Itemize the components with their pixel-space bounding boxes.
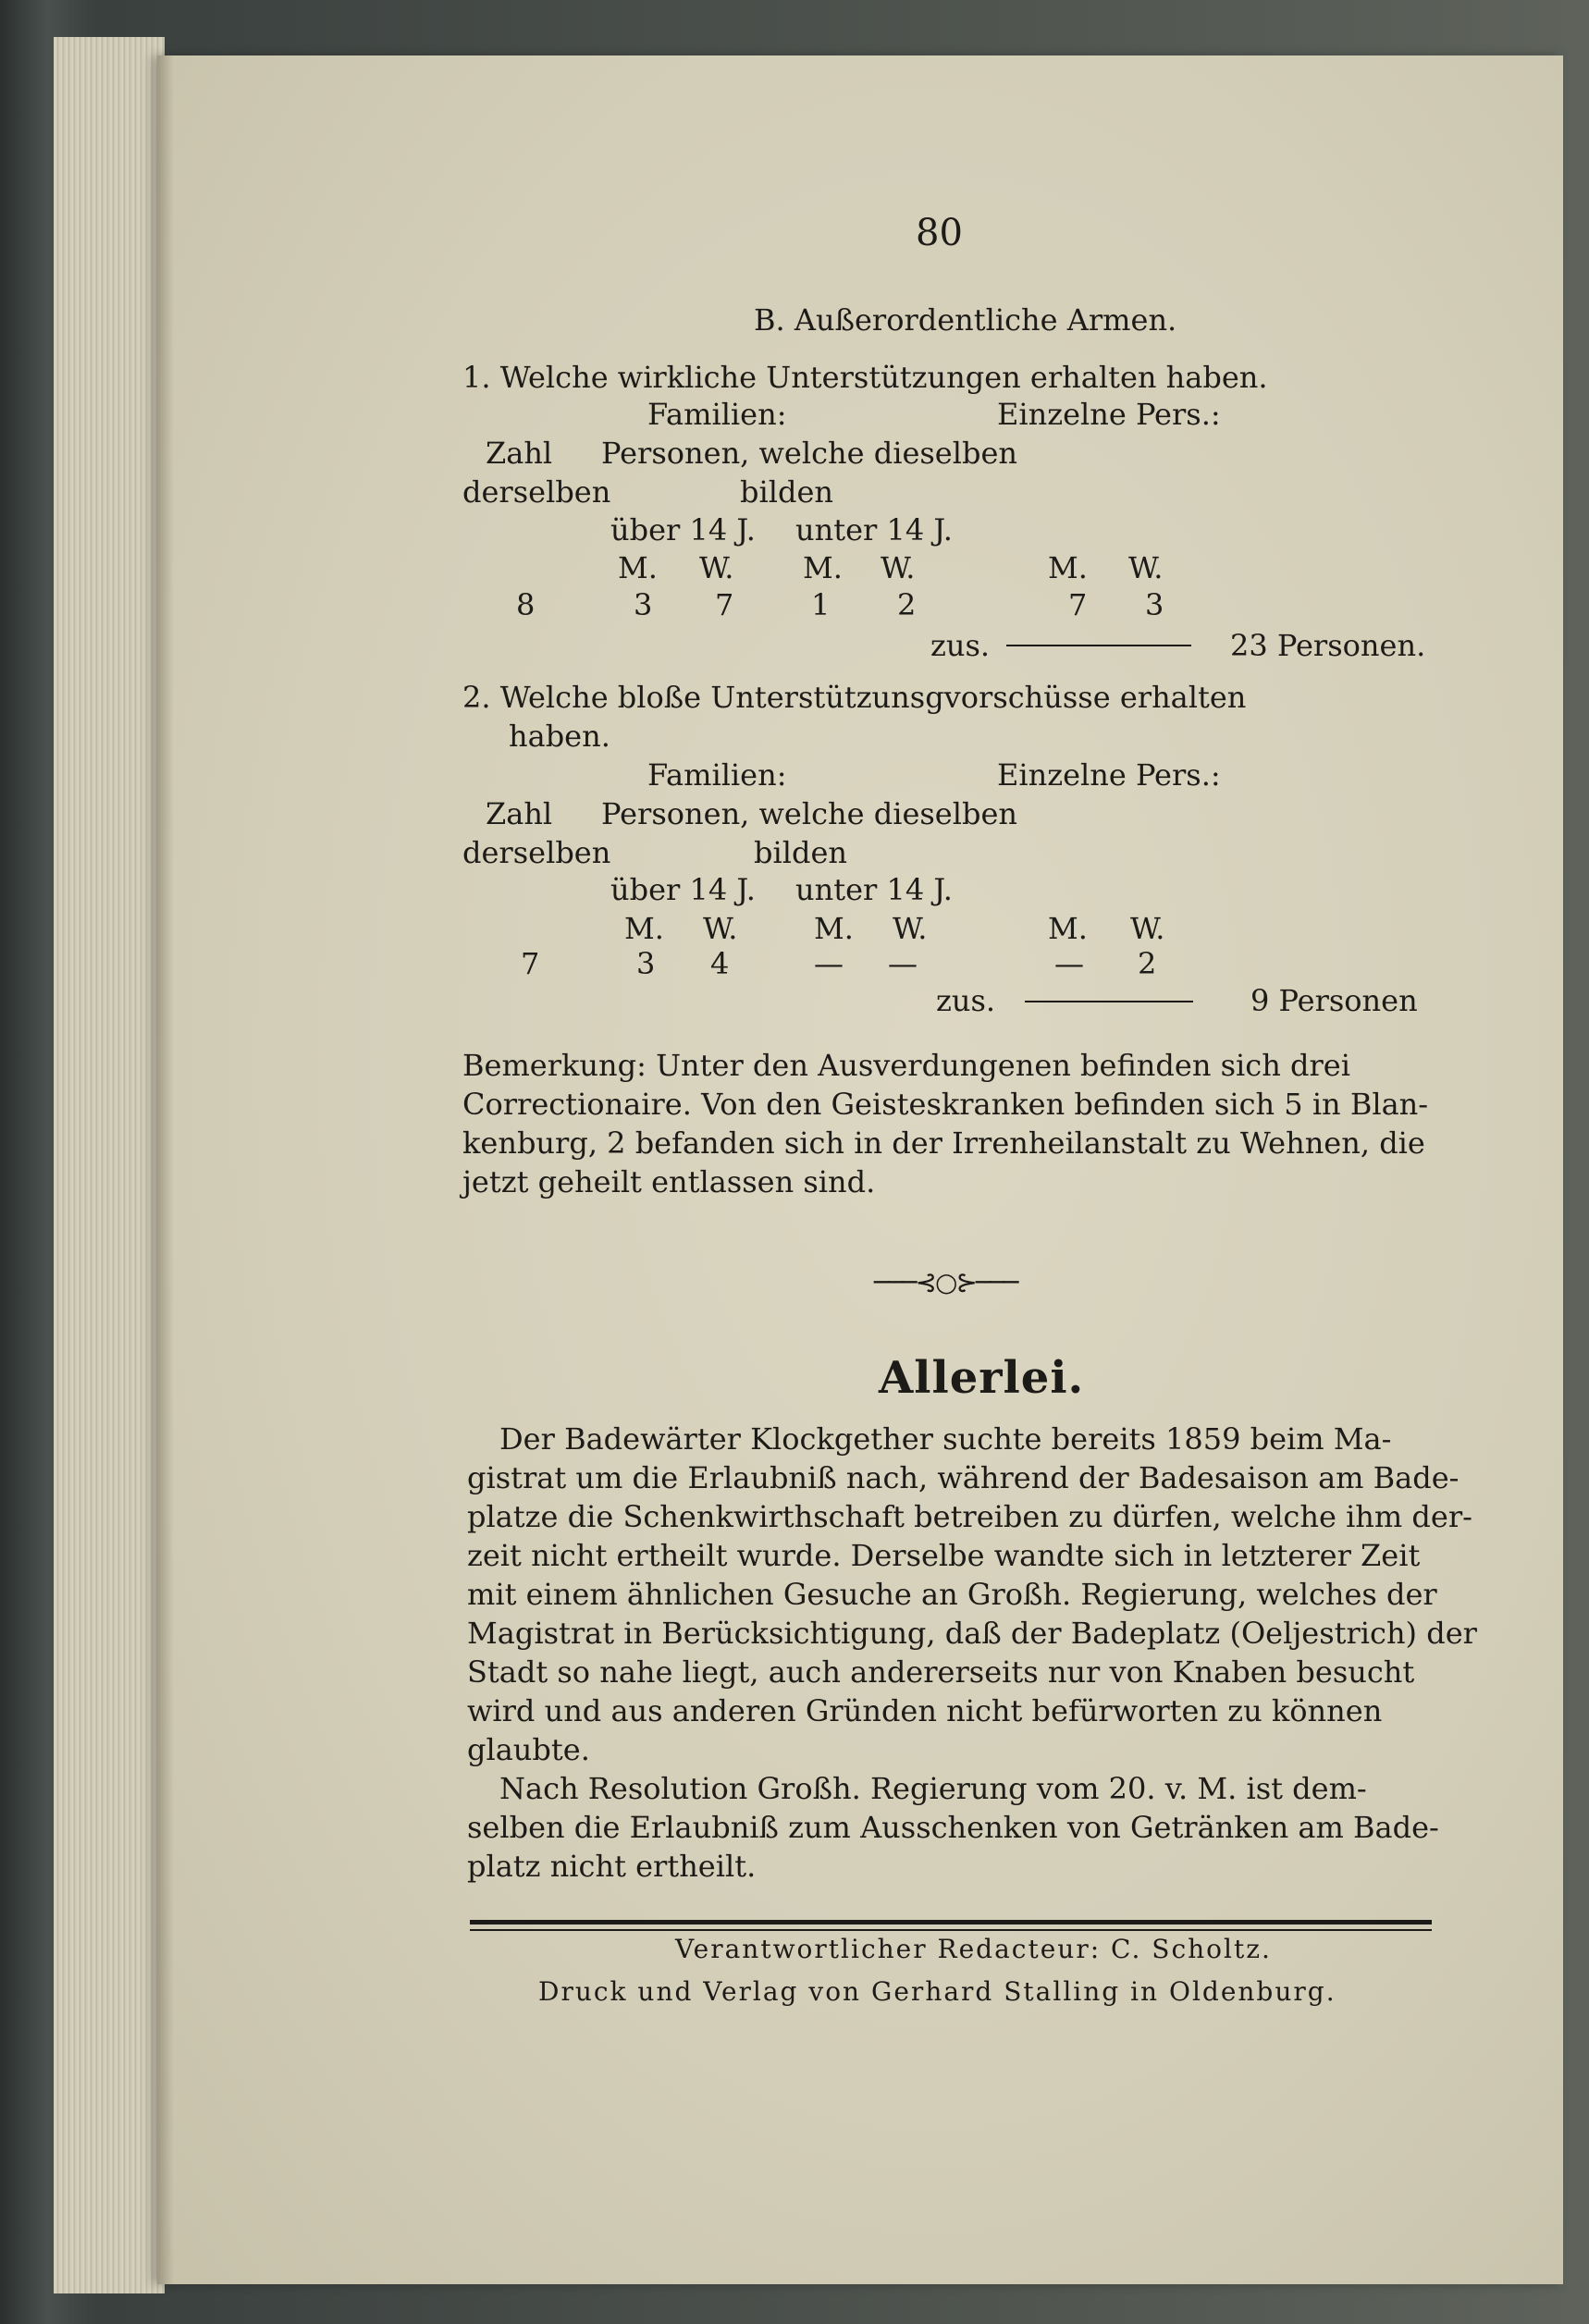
allerlei-line-9: glaubte. xyxy=(467,1732,590,1767)
remark-line-3: kenburg, 2 befanden sich in der Irrenheilanstalt zu Wehnen, die xyxy=(462,1125,1425,1161)
q1-col-derselben: derselben xyxy=(462,474,611,510)
q2-value-zahl: 7 xyxy=(521,946,540,981)
q2-persons-line1: Personen, welche dieselben xyxy=(601,796,1017,831)
q1-w1: W. xyxy=(699,550,734,585)
q1-w2: W. xyxy=(881,550,916,585)
footer-rule-thin xyxy=(470,1929,1432,1931)
q2-col-derselben: derselben xyxy=(462,835,611,870)
q1-value-single-m: 7 xyxy=(1068,587,1088,622)
q2-w3: W. xyxy=(1130,911,1165,946)
q2-value-over-w: 4 xyxy=(710,946,730,981)
q2-families-label: Familien: xyxy=(647,757,787,793)
allerlei-line-1: Der Badewärter Klockgether suchte bereits 1859 beim Ma- xyxy=(499,1421,1392,1457)
allerlei-line-3: platze die Schenkwirthschaft betreiben zu dürfen, welche ihm der- xyxy=(467,1499,1472,1534)
q2-value-under-m: — xyxy=(814,946,844,981)
allerlei-line-2: gistrat um die Erlaubniß nach, während der Badesaison am Bade- xyxy=(467,1460,1460,1495)
q1-value-zahl: 8 xyxy=(516,587,536,622)
allerlei-line-4: zeit nicht ertheilt wurde. Derselbe wandte sich in letzterer Zeit xyxy=(467,1538,1421,1573)
q2-title-line2: haben. xyxy=(509,719,610,754)
q1-w3: W. xyxy=(1128,550,1164,585)
q2-m2: M. xyxy=(814,911,854,946)
q1-value-over-w: 7 xyxy=(715,587,734,622)
q2-col-zahl: Zahl xyxy=(486,796,553,831)
q2-value-single-w: 2 xyxy=(1138,946,1157,981)
q1-total-rule xyxy=(1006,645,1191,646)
section-b-heading: B. Außerordentliche Armen. xyxy=(754,302,1177,338)
q1-over14: über 14 J. xyxy=(610,512,756,547)
allerlei-line-8: wird und aus anderen Gründen nicht befürworten zu können xyxy=(467,1693,1383,1728)
q2-single-label: Einzelne Pers.: xyxy=(997,757,1221,793)
q1-title: 1. Welche wirkliche Unterstützungen erhalten haben. xyxy=(462,360,1268,395)
q2-title-line1: 2. Welche bloße Unterstützunsgvorschüsse erhalten xyxy=(462,680,1247,715)
footer-rule-thick xyxy=(470,1920,1432,1924)
allerlei-heading: Allerlei. xyxy=(879,1352,1085,1404)
page-number: 80 xyxy=(916,212,963,254)
page-edges xyxy=(54,37,165,2293)
q1-families-label: Familien: xyxy=(647,397,787,432)
q2-w1: W. xyxy=(703,911,738,946)
q1-single-label: Einzelne Pers.: xyxy=(997,397,1221,432)
q2-value-over-m: 3 xyxy=(636,946,656,981)
remark-line-2: Correctionaire. Von den Geisteskranken befinden sich 5 in Blan- xyxy=(462,1087,1429,1122)
q2-total-label: zus. xyxy=(936,983,996,1018)
q1-value-single-w: 3 xyxy=(1145,587,1164,622)
q2-total-value: 9 Personen xyxy=(1250,983,1418,1018)
q1-m1: M. xyxy=(618,550,658,585)
q1-total-value: 23 Personen. xyxy=(1230,628,1426,663)
footer-editor: Verantwortlicher Redacteur: C. Scholtz. xyxy=(675,1934,1272,1964)
q1-value-under-w: 2 xyxy=(897,587,917,622)
ornament-divider: ───⊰○⊱─── xyxy=(874,1267,1017,1297)
q2-over14: über 14 J. xyxy=(610,872,756,907)
q2-under14: unter 14 J. xyxy=(795,872,953,907)
q2-m3: M. xyxy=(1048,911,1088,946)
allerlei-line-11: selben die Erlaubniß zum Ausschenken von Getränken am Bade- xyxy=(467,1810,1439,1845)
page-gutter-shadow xyxy=(157,55,174,2284)
q1-total-label: zus. xyxy=(930,628,991,663)
q2-total-rule xyxy=(1025,1001,1193,1002)
allerlei-line-5: mit einem ähnlichen Gesuche an Großh. Regierung, welches der xyxy=(467,1577,1437,1612)
allerlei-line-6: Magistrat in Berücksichtigung, daß der Badeplatz (Oeljestrich) der xyxy=(467,1616,1477,1651)
remark-line-1: Bemerkung: Unter den Ausverdungenen befinden sich drei xyxy=(462,1048,1350,1083)
q1-col-zahl: Zahl xyxy=(486,436,553,471)
q2-m1: M. xyxy=(624,911,664,946)
q1-persons-line2: bilden xyxy=(740,474,833,510)
q1-value-under-m: 1 xyxy=(811,587,831,622)
q2-value-under-w: — xyxy=(888,946,918,981)
q2-persons-line2: bilden xyxy=(754,835,847,870)
q1-value-over-m: 3 xyxy=(634,587,653,622)
footer-printer: Druck und Verlag von Gerhard Stalling in Oldenburg. xyxy=(538,1976,1336,2007)
q1-under14: unter 14 J. xyxy=(795,512,953,547)
allerlei-line-7: Stadt so nahe liegt, auch andererseits nur von Knaben besucht xyxy=(467,1654,1415,1690)
q1-persons-line1: Personen, welche dieselben xyxy=(601,436,1017,471)
allerlei-line-10: Nach Resolution Großh. Regierung vom 20. v. M. ist dem- xyxy=(499,1771,1367,1806)
q2-value-single-m: — xyxy=(1054,946,1084,981)
allerlei-line-12: platz nicht ertheilt. xyxy=(467,1849,757,1884)
q1-m3: M. xyxy=(1048,550,1088,585)
remark-line-4: jetzt geheilt entlassen sind. xyxy=(462,1164,876,1199)
q1-m2: M. xyxy=(803,550,843,585)
q2-w2: W. xyxy=(893,911,928,946)
